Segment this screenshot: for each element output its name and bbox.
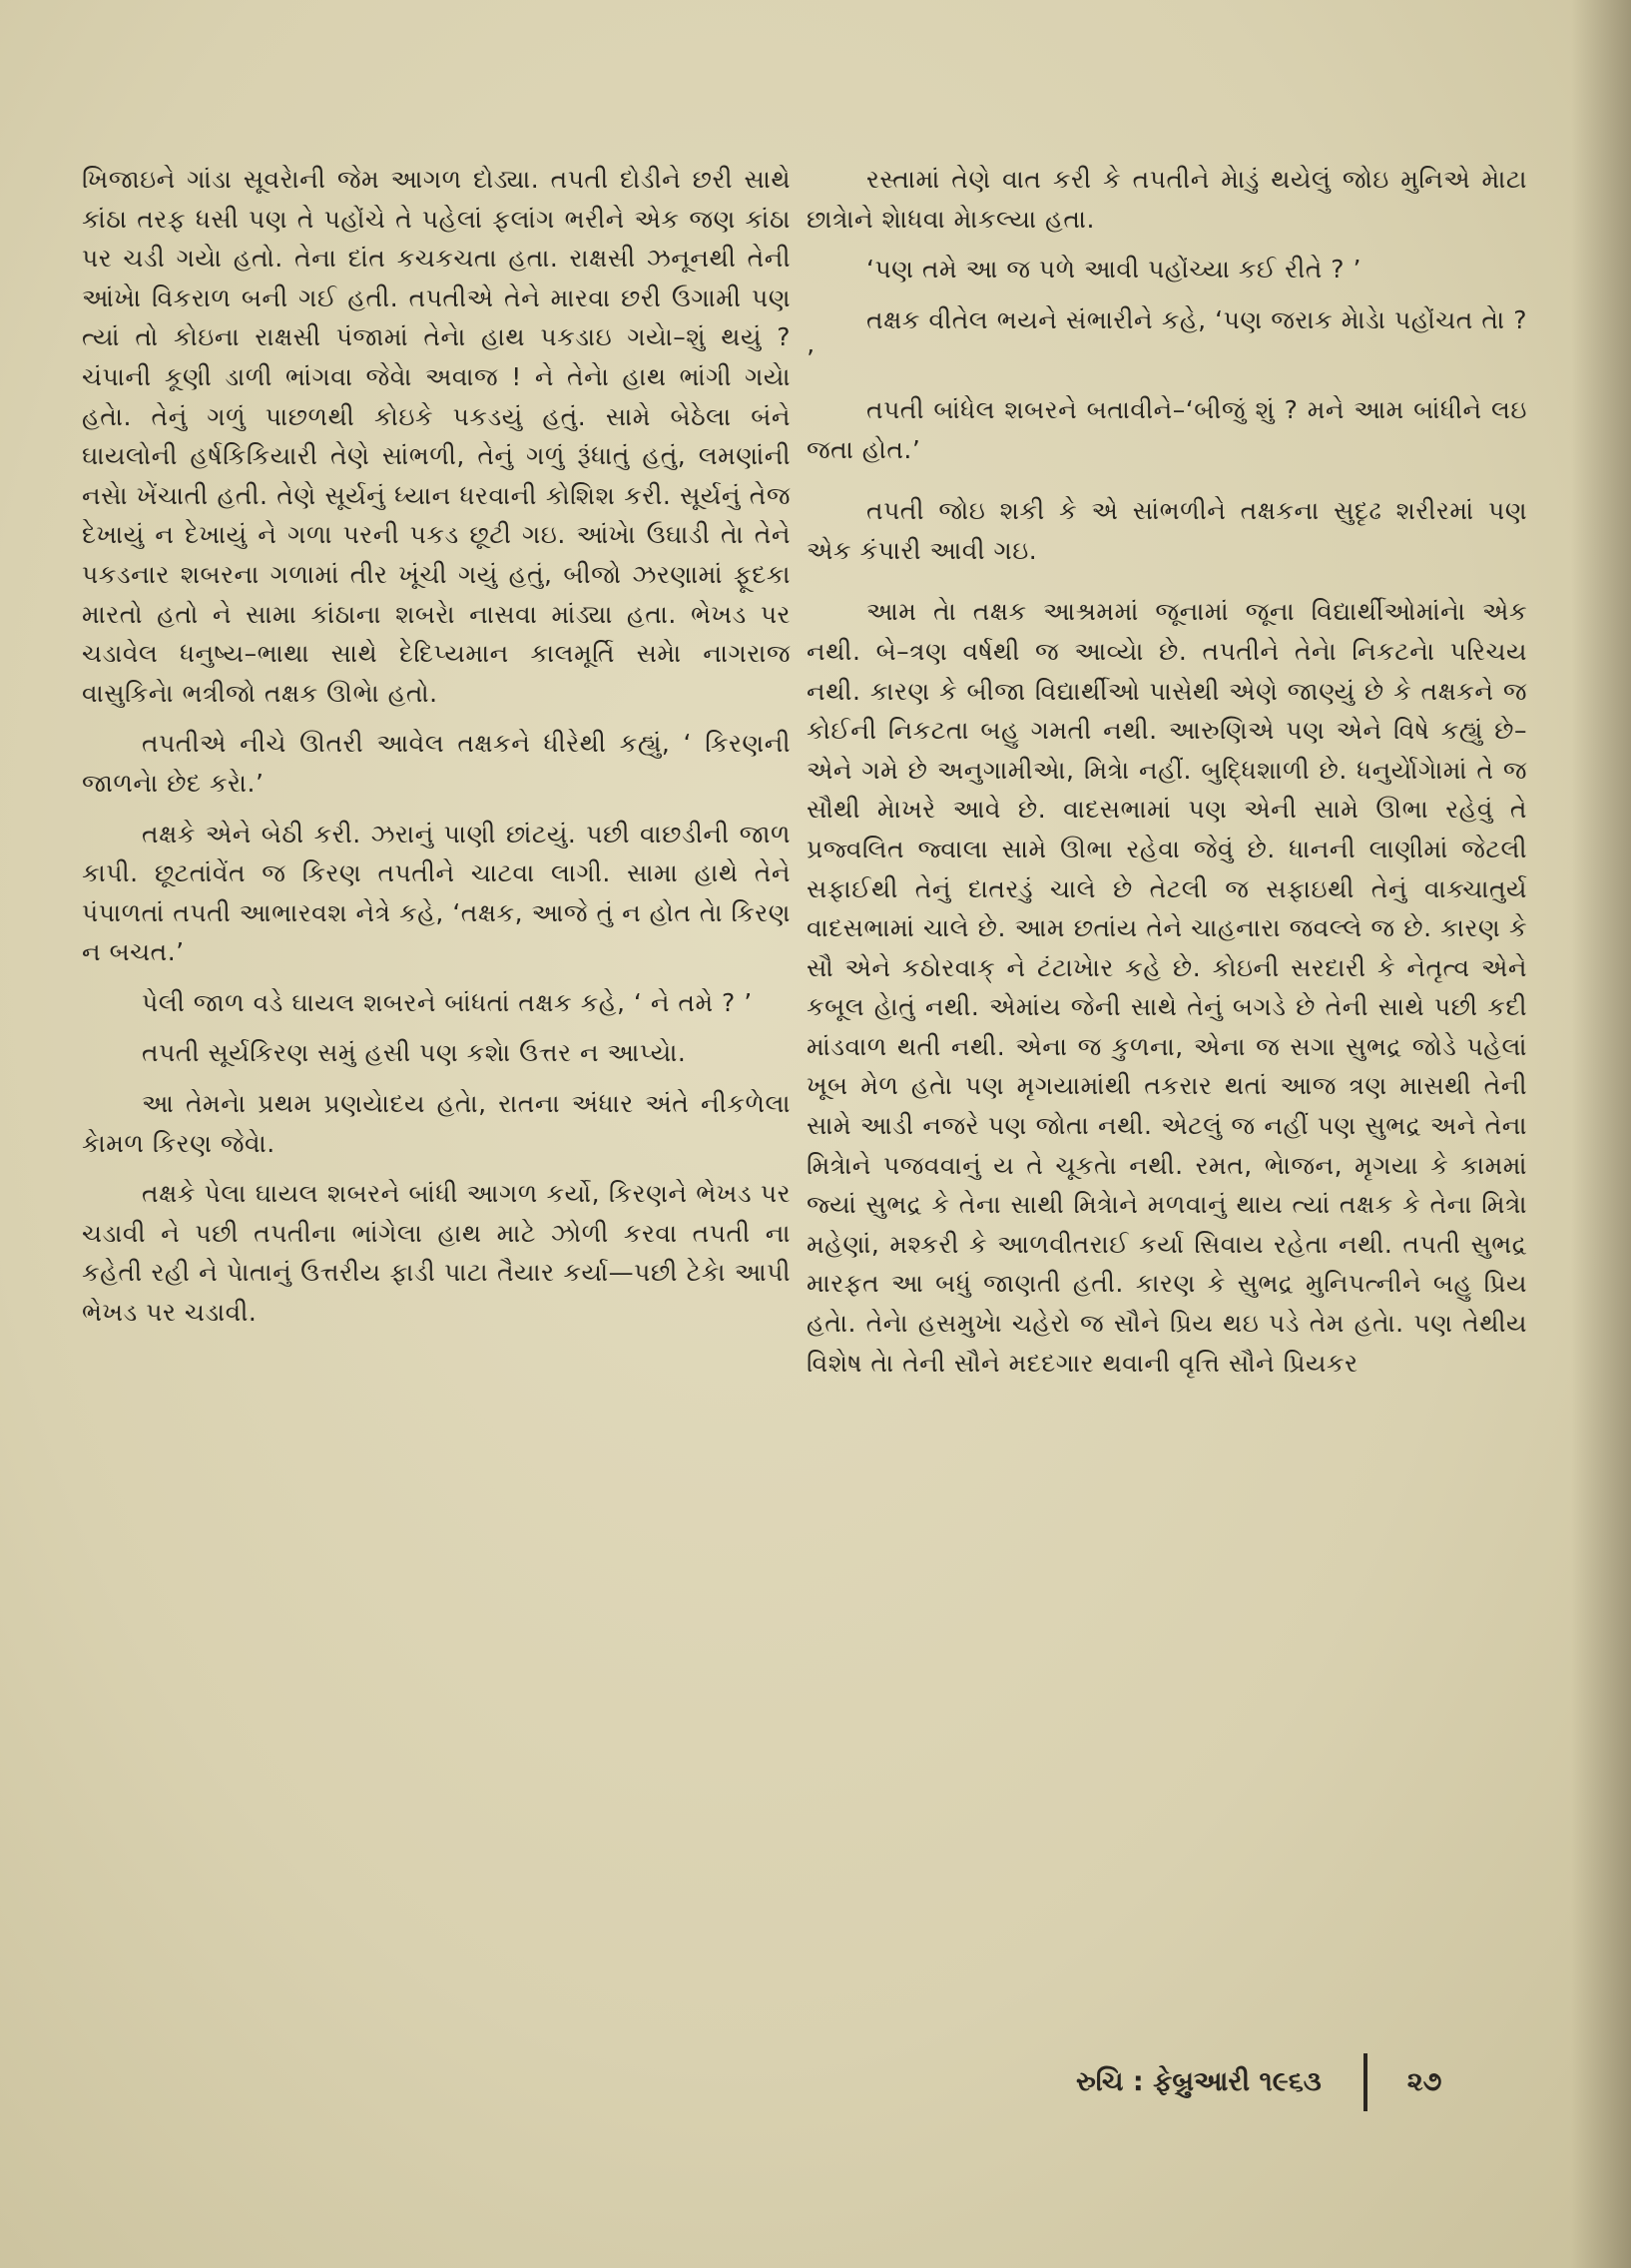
paragraph: તપતીએ નીચે ઊતરી આવેલ તક્ષકને ધીરેથી કહ્યું, ‘ કિરણની જાળનેા છેદ કરેા.’ xyxy=(82,729,791,798)
paragraph: તપતી સૂર્યકિરણ સમું હસી પણ કશેા ઉત્તર ન આપ્યેા. xyxy=(142,1038,687,1068)
page-number: ૨૭ xyxy=(1406,2066,1442,2097)
left-text-column xyxy=(82,160,791,1344)
paragraph: આ તેમનેા પ્રથમ પ્રણયેાદય હતેા, રાતના અંધાર અંતે નીકળેલા કેામળ કિરણ જેવેા. xyxy=(82,1089,791,1158)
running-title: રુચિ : ફેબ્રુઆરી ૧૯૬૩ xyxy=(1076,2066,1322,2097)
paragraph: રસ્તામાં તેણે વાત કરી કે તપતીને મેાડું થયેલું જોઇ મુનિએ મેાટા છાત્રેાને શેાધવા મેાકલ્યા હતા. xyxy=(807,165,1527,234)
paragraph: પેલી જાળ વડે ઘાયલ શબરને બાંધતાં તક્ષક કહે, ‘ ને તમે ? ’ xyxy=(142,987,753,1017)
paragraph: ખિજાઇને ગાંડા સૂવરેાની જેમ આગળ દોડ્યા. તપતી દોડીને છરી સાથે કાંઠા તરફ ધસી પણ તે પહોંચે તે પહેલાં ફલાંગ ભરીને એક જણ કાંઠા પર ચડી ગયેા હતો. તેના દાંત કચકચતા હતા. રાક્ષસી ઝનૂનથી તેની આંખેા વિકરાળ બની ગઈ હતી. તપતીએ તેને મારવા છરી ઉગામી પણ ત્યાં તો કોઇના રાક્ષસી પંજામાં તેનેા હાથ પકડાઇ ગયેા–શું થયું ? ચંપાની કૂણી ડાળી ભાંગવા જેવેા અવાજ ! ને તેનેા હાથ ભાંગી ગયેા હતેા. તેનું ગળું પાછળથી કોઇકે પકડયું હતું. સામે બેઠેલા બંને ઘાયલોની હર્ષકિકિયારી તેણે સાંભળી, તેનું ગળું રૂંધાતું હતું, લમણાંની નસેા ખેંચાતી હતી. તેણે સૂર્યનું ધ્યાન ધરવાની કોશિશ કરી. સૂર્યનું તેજ દેખાયું ન દેખાયું ને ગળા પરની પકડ છૂટી ગઇ. આંખેા ઉઘાડી તેા તેને પકડનાર શબરના ગળામાં તીર ખૂંચી ગયું હતું, બીજો ઝરણામાં ફૂદકા મારતો હતો ને સામા કાંઠાના શબરેા નાસવા માંડ્યા હતા. ભેખડ પર ચડાવેલ ધનુષ્ય–ભાથા સાથે દેદિપ્યમાન કાલમૂર્તિ સમેા નાગરાજ વાસુકિનેા ભત્રીજો તક્ષક ઊભેા હતો. xyxy=(82,165,791,708)
page-footer xyxy=(1076,2053,1441,2111)
paragraph: આમ તેા તક્ષક આશ્રમમાં જૂનામાં જૂના વિદ્યાર્થીઓમાંનેા એક નથી. બે–ત્રણ વર્ષથી જ આવ્યેા છે. તપતીને તેનેા નિકટનેા પરિચય નથી. કારણ કે બીજા વિદ્યાર્થીઓ પાસેથી એણે જાણ્યું છે કે તક્ષકને જ કોઈની નિકટતા બહુ ગમતી નથી. આરુણિએ પણ એને વિષે કહ્યું છે–એને ગમે છે અનુગામીએા, મિત્રેા નહીં. બુદ્ધિશાળી છે. ધનુર્યેાગેામાં તે જ સૌથી મેાખરે આવે છે. વાદસભામાં પણ એની સામે ઊભા રહેવું તે પ્રજ્વલિત જ્વાલા સામે ઊભા રહેવા જેવું છે. ધાનની લાણીમાં જેટલી સફાઈથી તેનું દાતરડું ચાલે છે તેટલી જ સફાઇથી તેનું વાક્ચાતુર્ય વાદસભામાં ચાલે છે. આમ છતાંય તેને ચાહનારા જવલ્લે જ છે. કારણ કે સૌ એને કઠોરવાક્ ને ટંટાખેાર કહે છે. કોઇની સરદારી કે નેતૃત્વ એને કબૂલ હેાતું નથી. એમાંય જેની સાથે તેનું બગડે છે તેની સાથે પછી કદી માંડવાળ થતી નથી. એના જ કુળના, એના જ સગા સુભદ્ર જોડે પહેલાં ખૂબ મેળ હતેા પણ મૃગયામાંથી તકરાર થતાં આજ ત્રણ માસથી તેની સામે આડી નજરે પણ જોતા નથી. એટલું જ નહીં પણ સુભદ્ર અને તેના મિત્રેાને પજવવાનું ય તે ચૂકતેા નથી. રમત, ભેાજન, મૃગયા કે કામમાં જ્યાં સુભદ્ર કે તેના સાથી મિત્રેાને મળવાનું થાય ત્યાં તક્ષક કે તેના મિત્રેા મહેણાં, મશ્કરી કે આળવીતરાઈ કર્યા સિવાય રહેતા નથી. તપતી સુભદ્ર મારફત આ બધું જાણતી હતી. કારણ કે સુભદ્ર મુનિપત્નીને બહુ પ્રિય હતેા. તેનેા હસમુખેા ચહેરો જ સૌને પ્રિય થઇ પડે તેમ હતેા. પણ તેથીય વિશેષ તેા તેની સૌને મદદગાર થવાની વૃત્તિ સૌને પ્રિયકર xyxy=(807,597,1527,1378)
right-text-column xyxy=(807,160,1527,1394)
paragraph: તક્ષકે પેલા ઘાયલ શબરને બાંધી આગળ કર્યો, કિરણને ભેખડ પર ચડાવી ને પછી તપતીના ભાંગેલા હાથ માટે ઝોળી કરવા તપતી ના કહેતી રહી ને પેાતાનું ઉત્તરીય ફાડી પાટા તૈયાર કર્યા—પછી ટેકેા આપી ભેખડ પર ચડાવી. xyxy=(82,1179,791,1328)
page-binding-shadow xyxy=(1571,0,1631,2268)
paragraph: તક્ષકે એને બેઠી કરી. ઝરાનું પાણી છાંટયું. પછી વાછડીની જાળ કાપી. છૂટતાંવેંત જ કિરણ તપતીને ચાટવા લાગી. સામા હાથે તેને પંપાળતાં તપતી આભારવશ નેત્રે કહે, ‘તક્ષક, આજે તું ન હોત તેા કિરણ ન બચત.’ xyxy=(82,819,791,967)
paragraph: ‘પણ તમે આ જ પળે આવી પહોંચ્યા કઈ રીતે ? ’ xyxy=(866,255,1361,284)
footer-divider xyxy=(1363,2053,1367,2111)
paragraph: તપતી બાંધેલ શબરને બતાવીને–‘બીજું શું ? મને આમ બાંધીને લઇ જતા હોત.’ xyxy=(807,394,1527,464)
paragraph: તક્ષક વીતેલ ભયને સંભારીને કહે, ‘પણ જરાક મેાડેા પહોંચત તેા ? ’ xyxy=(807,304,1527,374)
paragraph: તપતી જોઇ શકી કે એ સાંભળીને તક્ષકના સુદૃઢ શરીરમાં પણ એક કંપારી આવી ગઇ. xyxy=(807,496,1527,565)
